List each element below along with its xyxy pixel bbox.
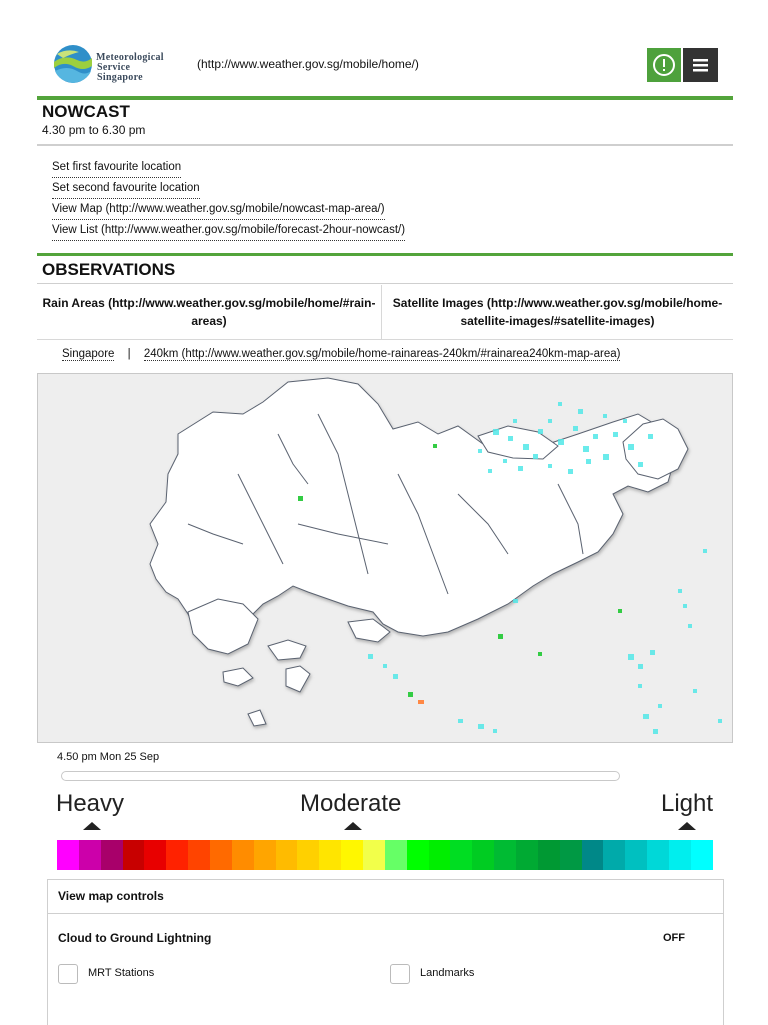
view-map-link[interactable]: View Map (http://www.weather.gov.sg/mobile/nowcast-map-area/) bbox=[52, 199, 385, 220]
scale-swatch-14 bbox=[363, 840, 385, 870]
nowcast-time-range: 4.30 pm to 6.30 pm bbox=[42, 123, 146, 137]
map-controls-panel bbox=[47, 879, 724, 1025]
legend-moderate-marker-icon bbox=[344, 822, 362, 830]
hamburger-menu-icon bbox=[683, 48, 718, 82]
legend-light-marker-icon bbox=[678, 822, 696, 830]
scale-swatch-10 bbox=[276, 840, 298, 870]
observations-divider bbox=[37, 283, 733, 284]
southern-island-1 bbox=[268, 640, 306, 660]
southern-island-4 bbox=[248, 710, 266, 726]
mrt-stations-label: MRT Stations bbox=[88, 967, 155, 979]
scale-swatch-2 bbox=[101, 840, 123, 870]
tab-satellite-images-label: Satellite Images (http://www.weather.gov.sg/mobile/home-satellite-images/#satellite-images) bbox=[392, 296, 723, 328]
scale-swatch-26 bbox=[625, 840, 647, 870]
map-tab-240km[interactable]: 240km (http://www.weather.gov.sg/mobile/home-rainareas-240km/#rainarea240km-map-area) bbox=[143, 348, 621, 360]
set-first-favourite-link[interactable]: Set first favourite location bbox=[52, 157, 181, 178]
scale-swatch-22 bbox=[538, 840, 560, 870]
scale-swatch-16 bbox=[407, 840, 429, 870]
observations-tabs bbox=[37, 285, 733, 340]
logo-line-1: Meteorological bbox=[96, 52, 164, 63]
scale-swatch-24 bbox=[582, 840, 604, 870]
scale-swatch-27 bbox=[647, 840, 669, 870]
scale-swatch-8 bbox=[232, 840, 254, 870]
scale-swatch-17 bbox=[429, 840, 451, 870]
lightning-label: Cloud to Ground Lightning bbox=[58, 931, 212, 945]
nowcast-divider bbox=[37, 144, 733, 146]
tab-rain-areas-label: Rain Areas (http://www.weather.gov.sg/mobile/home/#rain-areas) bbox=[42, 296, 376, 328]
map-tab-separator: | bbox=[127, 348, 131, 360]
site-header bbox=[37, 40, 733, 100]
set-second-favourite-link[interactable]: Set second favourite location bbox=[52, 178, 200, 199]
singapore-island-map bbox=[38, 374, 732, 742]
landmarks-checkbox[interactable] bbox=[390, 964, 410, 984]
scale-swatch-21 bbox=[516, 840, 538, 870]
globe-logo-icon bbox=[53, 44, 93, 84]
map-timestamp: 4.50 pm Mon 25 Sep bbox=[57, 751, 160, 763]
logo-line-3: Singapore bbox=[97, 72, 143, 83]
time-slider[interactable] bbox=[61, 771, 620, 781]
scale-swatch-13 bbox=[341, 840, 363, 870]
nowcast-title: NOWCAST bbox=[42, 102, 130, 121]
scale-swatch-18 bbox=[450, 840, 472, 870]
view-list-link[interactable]: View List (http://www.weather.gov.sg/mobile/forecast-2hour-nowcast/) bbox=[52, 220, 405, 241]
observations-top-rule bbox=[37, 253, 733, 256]
home-link[interactable]: (http://www.weather.gov.sg/mobile/home/) bbox=[197, 57, 419, 71]
menu-button[interactable] bbox=[683, 48, 718, 82]
scale-swatch-29 bbox=[691, 840, 713, 870]
observations-title: OBSERVATIONS bbox=[42, 260, 176, 279]
scale-swatch-3 bbox=[123, 840, 145, 870]
rain-intensity-scale bbox=[57, 840, 713, 870]
logo-wordmark bbox=[96, 53, 164, 83]
legend-heavy-label: Heavy bbox=[56, 790, 125, 817]
scale-swatch-12 bbox=[319, 840, 341, 870]
scale-swatch-19 bbox=[472, 840, 494, 870]
southern-island-3 bbox=[223, 668, 253, 686]
tab-satellite-images[interactable] bbox=[382, 285, 733, 339]
alert-icon bbox=[647, 48, 681, 82]
map-range-tabs bbox=[62, 348, 620, 360]
tab-rain-areas[interactable] bbox=[37, 285, 382, 339]
scale-swatch-4 bbox=[144, 840, 166, 870]
legend-heavy-marker-icon bbox=[83, 822, 101, 830]
scale-swatch-7 bbox=[210, 840, 232, 870]
lightning-toggle[interactable]: OFF bbox=[663, 932, 685, 944]
legend-moderate-label: Moderate bbox=[300, 790, 402, 817]
alert-button[interactable] bbox=[647, 48, 681, 82]
scale-swatch-0 bbox=[57, 840, 79, 870]
scale-swatch-6 bbox=[188, 840, 210, 870]
scale-swatch-11 bbox=[297, 840, 319, 870]
scale-swatch-28 bbox=[669, 840, 691, 870]
scale-swatch-20 bbox=[494, 840, 516, 870]
landmarks-label: Landmarks bbox=[420, 967, 475, 979]
mss-logo[interactable] bbox=[53, 44, 93, 84]
scale-swatch-5 bbox=[166, 840, 188, 870]
scale-swatch-1 bbox=[79, 840, 101, 870]
legend-light-label: Light bbox=[661, 790, 714, 817]
scale-swatch-25 bbox=[603, 840, 625, 870]
map-tab-singapore[interactable]: Singapore bbox=[62, 348, 115, 360]
scale-swatch-15 bbox=[385, 840, 407, 870]
nowcast-links bbox=[52, 157, 405, 241]
scale-swatch-9 bbox=[254, 840, 276, 870]
mrt-stations-checkbox[interactable] bbox=[58, 964, 78, 984]
controls-divider bbox=[48, 913, 723, 914]
scale-swatch-23 bbox=[560, 840, 582, 870]
southern-island-2 bbox=[286, 666, 310, 692]
rain-area-map[interactable] bbox=[37, 373, 733, 743]
logo-line-2: Service bbox=[97, 62, 131, 73]
view-map-controls-toggle[interactable]: View map controls bbox=[58, 889, 164, 903]
